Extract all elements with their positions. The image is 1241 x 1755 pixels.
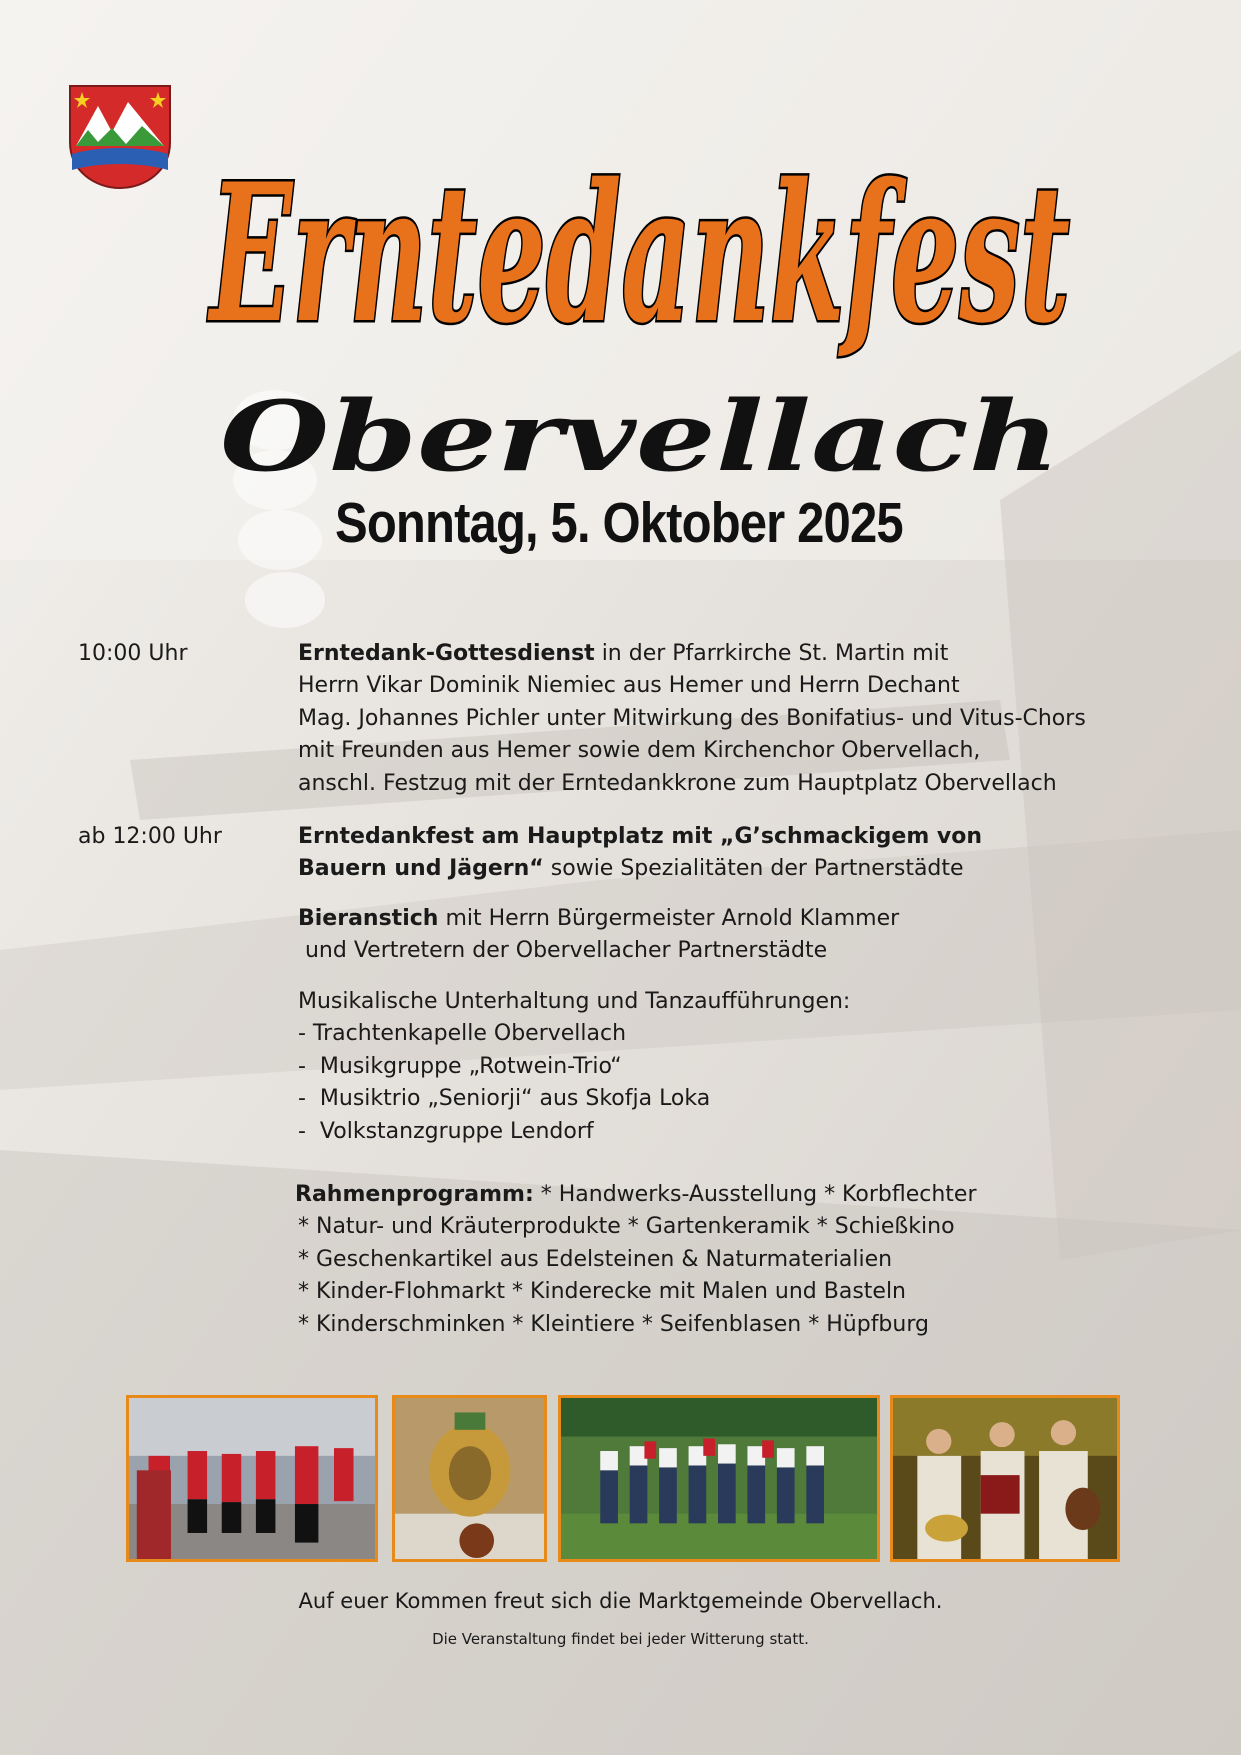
svg-text:Erntedankfest: Erntedankfest <box>207 142 1070 365</box>
list-item: - Volkstanzgruppe Lendorf <box>298 1118 594 1144</box>
list-item: - Trachtenkapelle Obervellach <box>298 1021 627 1047</box>
photo-brass-band <box>126 1395 378 1562</box>
weather-note: Die Veranstaltung findet bei jeder Witterung statt. <box>432 1630 809 1648</box>
photo-harvest-crown <box>392 1395 547 1562</box>
photo-folk-dance-group <box>558 1395 880 1562</box>
invitation-text: Auf euer Kommen freut sich die Marktgemeinde Obervellach. <box>298 1589 943 1613</box>
svg-text:Obervellach: Obervellach <box>220 380 1060 493</box>
music-program: Musikalische Unterhaltung und Tanzaufführungen: - Trachtenkapelle Obervellach - Musikgruppe „Rotwein-Trio“ - Musiktrio „Seniorji“ aus Skofja Loka - Volkstanzgruppe Lendorf <box>298 986 1158 1148</box>
festival-description: Erntedankfest am Hauptplatz mit „G’schmackigem von Bauern und Jägern“ sowie Spezialitäten der Partnerstädte <box>298 824 983 882</box>
photo-music-trio <box>890 1395 1120 1562</box>
time-label: 10:00 Uhr <box>78 641 188 666</box>
service-description: Erntedank-Gottesdienst in der Pfarrkirche St. Martin mit Herrn Vikar Dominik Niemiec aus Hemer und Herrn Dechant Mag. Johannes Pichler unter Mitwirkung des Bonifatius- und Vitus-Chors mit Freunden aus Hemer sowie dem Kirchenchor Obervellach, anschl. Festzug mit der Erntedankkrone zum Hauptplatz Obervellach <box>298 641 1086 796</box>
event-title <box>190 95 1090 375</box>
municipality-crest-logo <box>68 84 172 190</box>
list-item: - Musiktrio „Seniorji“ aus Skofja Loka <box>298 1086 711 1112</box>
time-label: ab 12:00 Uhr <box>78 824 222 849</box>
list-item: - Musikgruppe „Rotwein-Trio“ <box>298 1053 622 1079</box>
event-date: Sonntag, 5. Oktober 2025 <box>335 491 903 555</box>
service-title: Erntedank-Gottesdienst <box>298 641 595 666</box>
side-program: Rahmenprogramm: * Handwerks-Ausstellung * Korbflechter * Natur- und Kräuterprodukte * Gartenkeramik * Schießkino * Geschenkartikel aus Edelsteinen & Naturmaterialien * Kinder-Flohmarkt * Kinderecke mit Malen und Basteln * Kinderschminken * Kleintiere * Seifenblasen * Hüpfburg <box>295 1182 977 1337</box>
event-location <box>210 375 1070 495</box>
bieranstich-info: Bieranstich mit Herrn Bürgermeister Arnold Klammer und Vertretern der Obervellacher Partnerstädte <box>298 906 900 964</box>
